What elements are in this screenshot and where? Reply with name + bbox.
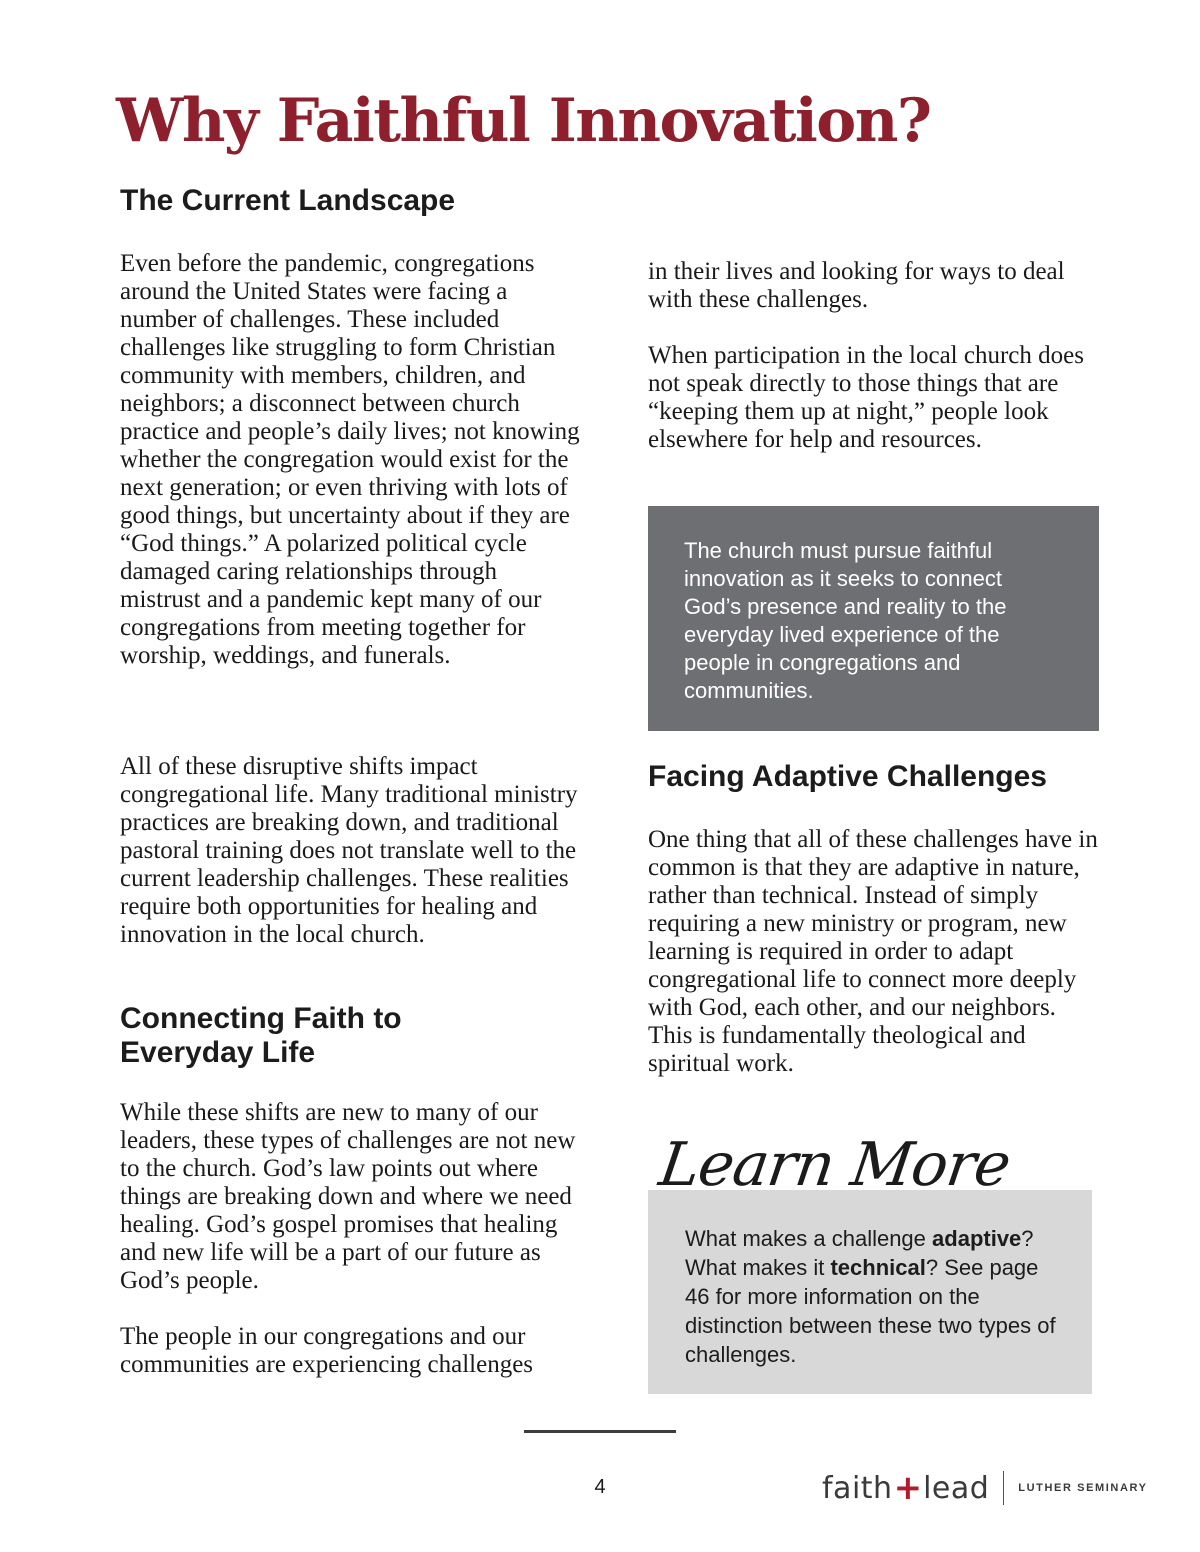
heading-adaptive-challenges: Facing Adaptive Challenges bbox=[648, 760, 1047, 793]
learn-more-text-part1: What makes a challenge bbox=[685, 1226, 933, 1251]
page-title: Why Faithful Innovation? bbox=[116, 86, 931, 156]
heading-connecting-faith-line2: Everyday Life bbox=[120, 1036, 316, 1069]
logo-luther-seminary: LUTHER SEMINARY bbox=[1018, 1482, 1148, 1494]
page-number: 4 bbox=[594, 1476, 606, 1498]
logo-faith-word: faith bbox=[822, 1470, 893, 1506]
paragraph-connecting-2-start: The people in our congregations and our communities are experiencing challenges bbox=[120, 1323, 534, 1378]
pull-quote-text: The church must pursue faithful innovation as it seeks to connect God’s presence and reality to the everyday lived experience of the people in congregations and communities. bbox=[684, 538, 1007, 703]
learn-more-text bbox=[685, 1224, 1068, 1369]
logo-plus-icon: + bbox=[893, 1468, 923, 1508]
logo-separator bbox=[1003, 1471, 1004, 1505]
logo-lead-word: lead bbox=[923, 1470, 990, 1506]
heading-current-landscape: The Current Landscape bbox=[120, 184, 456, 217]
learn-more-bold-technical: technical bbox=[830, 1255, 926, 1280]
learn-more-text-part2: ? What makes it bbox=[685, 1226, 1034, 1280]
paragraph-connecting-1: While these shifts are new to many of our leaders, these types of challenges are not new to the church. God’s law points out where things are breaking down and where we need healing. God’s gospel promises that healing and new life will be a part of our future as God’s people. bbox=[120, 1099, 576, 1294]
paragraph-landscape-1: Even before the pandemic, congregations around the United States were facing a number of challenges. These included challenges like struggling to form Christian community with members, children, and neighbors; a disconnect between church practice and people’s daily lives; not knowing whether the congregation would exist for the next generation; or even thriving with lots of good things, but uncertainty about if they are “God things.” A polarized political cycle damaged caring relationships through mistrust and a pandemic kept many of our congregations from meeting together for worship, weddings, and funerals. bbox=[120, 250, 580, 669]
footer-divider bbox=[524, 1430, 676, 1433]
heading-connecting-faith bbox=[120, 1002, 402, 1070]
learn-more-heading: Learn More bbox=[655, 1130, 1015, 1200]
paragraph-landscape-2: All of these disruptive shifts impact congregational life. Many traditional ministry practices are breaking down, and traditional pastoral training does not translate well to the current leadership challenges. These realities require both opportunities for healing and innovation in the local church. bbox=[120, 753, 578, 948]
learn-more-text-part3: ? See page 46 for more information on the distinction between these two types of challenges. bbox=[685, 1255, 1056, 1367]
paragraph-connecting-3: When participation in the local church does not speak directly to those things that are “keeping them up at night,” people look elsewhere for help and resources. bbox=[648, 342, 1084, 453]
faith-lead-logo bbox=[822, 1468, 1148, 1508]
heading-connecting-faith-line1: Connecting Faith to bbox=[120, 1002, 402, 1035]
pull-quote-box bbox=[648, 506, 1099, 731]
paragraph-connecting-2-continued: in their lives and looking for ways to deal with these challenges. bbox=[648, 258, 1065, 313]
learn-more-bold-adaptive: adaptive bbox=[932, 1226, 1022, 1251]
paragraph-adaptive-1: One thing that all of these challenges have in common is that they are adaptive in nature, rather than technical. Instead of simply requiring a new ministry or program, new learning is required in order to adapt congregational life to connect more deeply with God, each other, and our neighbors. This is fundamentally theological and spiritual work. bbox=[648, 826, 1098, 1077]
learn-more-box bbox=[648, 1190, 1092, 1394]
